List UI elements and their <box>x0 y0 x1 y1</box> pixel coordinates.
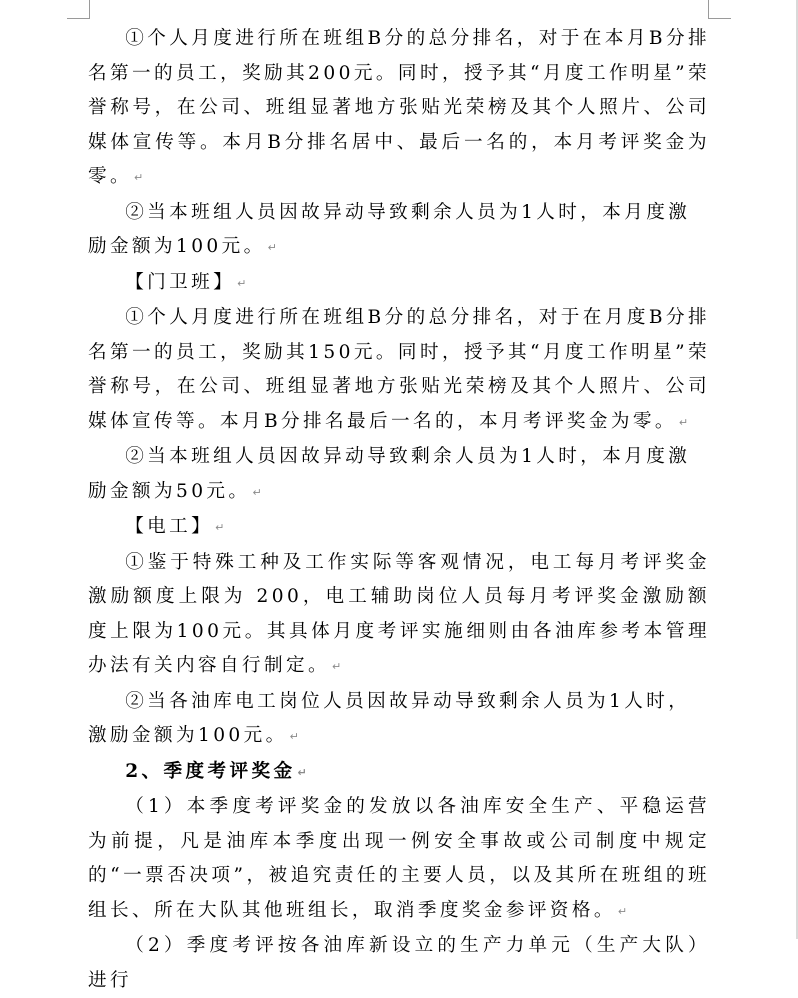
document-body[interactable] <box>88 22 710 998</box>
paragraph-mark-icon: ↵ <box>297 765 307 779</box>
paragraph-text: 【电工】 <box>125 516 214 537</box>
paragraph-mark-icon: ↵ <box>289 730 299 743</box>
paragraph-text: ②当本班组人员因故异动导致剩余人员为1人时，本月度激励金额为100元。 <box>88 201 691 257</box>
paragraph-text: ②当各油库电工岗位人员因故异动导致剩余人员为1人时，激励金额为100元。 <box>88 690 691 746</box>
paragraph-mark-icon: ↵ <box>134 171 144 184</box>
section-heading-electrician <box>88 510 710 546</box>
paragraph-text: 【门卫班】 <box>125 271 236 293</box>
paragraph-rule-1 <box>88 22 710 196</box>
paragraph-rule-2 <box>88 196 710 266</box>
paragraph-electrician-rule-1 <box>88 546 710 685</box>
paragraph-mark-icon: ↵ <box>237 276 247 290</box>
paragraph-text: ①鉴于特殊工种及工作实际等客观情况，电工每月考评奖金激励额度上限为 200，电工辅助岗位人员每月考评奖金激励额度上限为100元。其具体月度考评实施细则由各油库参考本管理办法有关内容自行制定。 <box>88 551 710 676</box>
paragraph-mark-icon: ↵ <box>215 521 225 534</box>
section-heading-guard-team <box>88 266 710 302</box>
paragraph-mark-icon: ↵ <box>331 660 342 673</box>
paragraph-text: 2、季度考评奖金 <box>125 760 296 782</box>
paragraph-text: ①个人月度进行所在班组B分的总分排名，对于在月度B分排名第一的员工，奖励其150元。同时，授予其“月度工作明星”荣誉称号，在公司、班组显著地方张贴光荣榜及其个人照片、公司媒体宣传等。本月B分排名最后一名的，本月考评奖金为零。 <box>88 307 710 432</box>
margin-corner-top-right <box>708 0 731 19</box>
paragraph-quarterly-rule-1 <box>88 790 710 929</box>
section-heading-quarterly-bonus <box>88 755 710 791</box>
paragraph-mark-icon: ↵ <box>252 485 262 499</box>
paragraph-mark-icon: ↵ <box>617 904 628 918</box>
paragraph-guard-rule-1 <box>88 301 710 440</box>
paragraph-quarterly-rule-2 <box>88 929 710 998</box>
paragraph-mark-icon: ↵ <box>678 415 689 429</box>
paragraph-text: （2）季度考评按各油库新设立的生产力单元（生产大队）进行 <box>88 935 710 991</box>
paragraph-text: ①个人月度进行所在班组B分的总分排名，对于在本月B分排名第一的员工，奖励其200元。同时，授予其“月度工作明星”荣誉称号，在公司、班组显著地方张贴光荣榜及其个人照片、公司媒体宣传等。本月B分排名居中、最后一名的，本月考评奖金为零。 <box>88 28 710 187</box>
paragraph-guard-rule-2 <box>88 440 710 510</box>
margin-corner-top-left <box>67 0 90 19</box>
paragraph-text: ②当本班组人员因故异动导致剩余人员为1人时，本月度激励金额为50元。 <box>88 446 691 502</box>
paragraph-mark-icon: ↵ <box>267 241 277 254</box>
paragraph-text: （1）本季度考评奖金的发放以各油库安全生产、平稳运营为前提，凡是油库本季度出现一例安全事故或公司制度中规定的“一票否决项”，被追究责任的主要人员，以及其所在班组的班组长、所在大队其他班组长，取消季度奖金参评资格。 <box>88 796 710 921</box>
paragraph-electrician-rule-2 <box>88 685 710 755</box>
